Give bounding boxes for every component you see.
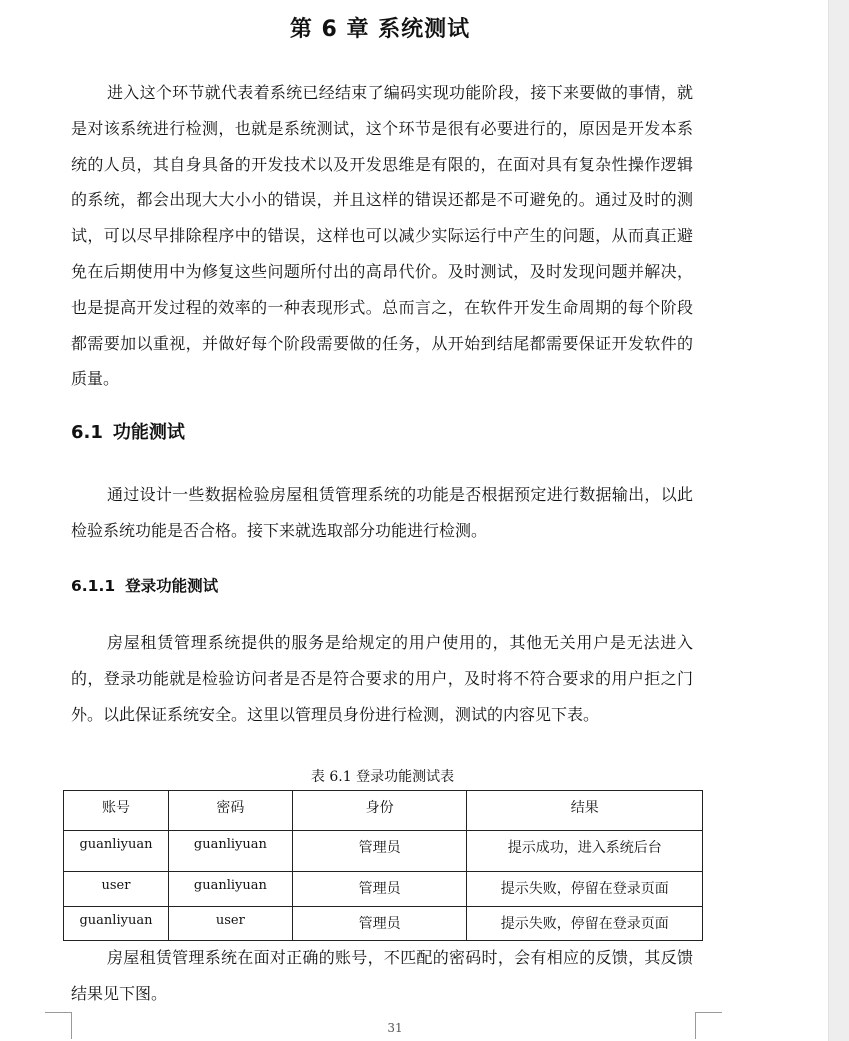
cell-password: user	[168, 907, 292, 941]
header-result: 结果	[467, 791, 703, 831]
subsection-number: 6.1.1	[71, 577, 116, 595]
page-number: 31	[387, 1021, 403, 1035]
header-role: 身份	[292, 791, 467, 831]
cell-account: guanliyuan	[64, 907, 169, 941]
cell-result: 提示成功，进入系统后台	[467, 831, 703, 872]
cell-result: 提示失败，停留在登录页面	[467, 872, 703, 907]
chapter-title: 第 6 章 系统测试	[289, 17, 471, 42]
table-row	[64, 872, 703, 907]
cell-role: 管理员	[292, 907, 467, 941]
closing-paragraph: 房屋租赁管理系统在面对正确的账号，不匹配的密码时，会有相应的反馈，其反馈结果见下图。	[71, 948, 693, 1003]
table-header-row	[64, 791, 703, 831]
cell-role: 管理员	[292, 872, 467, 907]
cell-account: guanliyuan	[64, 831, 169, 872]
table-row	[64, 907, 703, 941]
header-account: 账号	[64, 791, 169, 831]
section-6-1-paragraph: 通过设计一些数据检验房屋租赁管理系统的功能是否根据预定进行数据输出，以此检验系统功能是否合格。接下来就选取部分功能进行检测。	[71, 485, 693, 540]
cell-account: user	[64, 872, 169, 907]
viewer-scroll-gutter[interactable]	[828, 0, 849, 1041]
section-number: 6.1	[71, 422, 103, 443]
subsection-title: 登录功能测试	[125, 577, 219, 595]
table-row	[64, 831, 703, 872]
table-caption: 表 6.1 登录功能测试表	[310, 769, 455, 785]
cell-password: guanliyuan	[168, 831, 292, 872]
section-6-1-heading	[71, 418, 185, 444]
intro-paragraph: 进入这个环节就代表着系统已经结束了编码实现功能阶段，接下来要做的事情，就是对该系统进行检测，也就是系统测试，这个环节是很有必要进行的，原因是开发本系统的人员，其自身具备的开发技术以及开发思维是有限的，在面对具有复杂性操作逻辑的系统，都会出现大大小小的错误，并且这样的错误还都是不可避免的。通过及时的测试，可以尽早排除程序中的错误，这样也可以减少实际运行中产生的问题，从而真正避免在后期使用中为修复这些问题所付出的高昂代价。及时测试，及时发现问题并解决，也是提高开发过程的效率的一种表现形式。总而言之，在软件开发生命周期的每个阶段都需要加以重视，并做好每个阶段需要做的任务，从开始到结尾都需要保证开发软件的质量。	[71, 83, 693, 389]
section-title: 功能测试	[112, 422, 185, 443]
login-test-table	[63, 790, 703, 941]
cell-role: 管理员	[292, 831, 467, 872]
section-6-1-1-paragraph: 房屋租赁管理系统提供的服务是给规定的用户使用的，其他无关用户是无法进入的，登录功能就是检验访问者是否是符合要求的用户，及时将不符合要求的用户拒之门外。以此保证系统安全。这里以管理员身份进行检测，测试的内容见下表。	[71, 633, 693, 724]
cell-password: guanliyuan	[168, 872, 292, 907]
section-6-1-1-heading	[71, 574, 218, 596]
header-password: 密码	[168, 791, 292, 831]
cell-result: 提示失败，停留在登录页面	[467, 907, 703, 941]
